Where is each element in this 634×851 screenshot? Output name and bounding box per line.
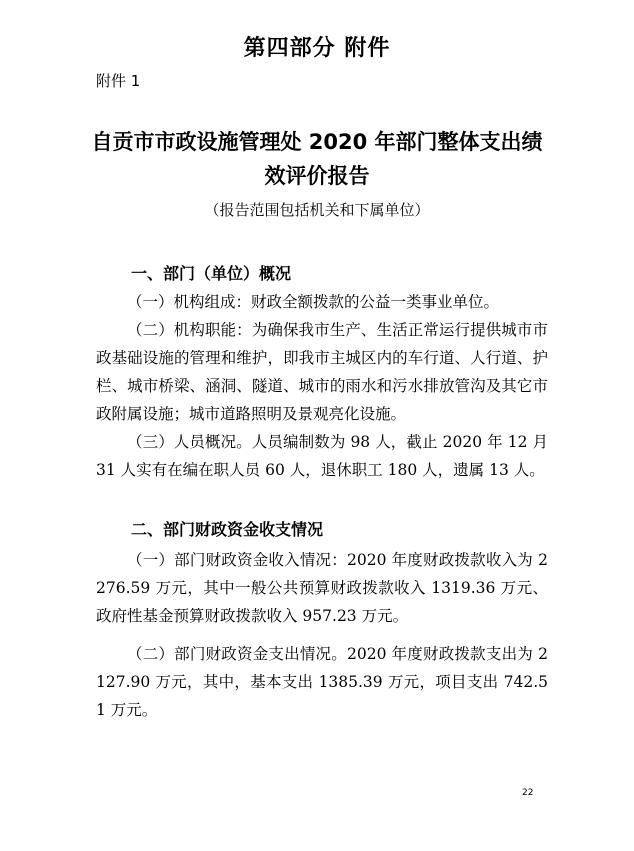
page-number: 22: [522, 788, 534, 798]
paragraph-income: （一）部门财政资金收入情况：2020 年度财政拨款收入为 2276.59 万元，其中一般公共预算财政拨款收入 1319.36 万元、政府性基金预算财政拨款收入 957.23 万元。: [96, 551, 548, 625]
paragraph-expenditure: （二）部门财政资金支出情况。2020 年度财政拨款支出为 2127.90 万元，其中，基本支出 1385.39 万元，项目支出 742.51 万元。: [96, 645, 548, 719]
report-title-line-2: 效评价报告: [264, 164, 370, 188]
scope-note: （报告范围包括机关和下属单位）: [204, 201, 430, 219]
paragraph-functions: （二）机构职能：为确保我市生产、生活正常运行提供城市市政基础设施的管理和维护，即我市主城区内的车行道、人行道、护栏、城市桥梁、涵洞、隧道、城市的雨水和污水排放管沟及其它市政附属设施；城市道路照明及景观亮化设施。: [96, 321, 548, 423]
paragraph-organization: （一）机构组成：财政全额拨款的公益一类事业单位。: [127, 293, 500, 311]
part-title: 第四部分 附件: [243, 36, 391, 61]
report-title: [0, 125, 634, 193]
section-heading-finance: 二、部门财政资金收支情况: [131, 520, 324, 539]
attachment-label: 附件 1: [96, 72, 141, 90]
paragraph-staff: （三）人员概况。人员编制数为 98 人，截止 2020 年 12 月 31 人实有在编在职人员 60 人，退休职工 180 人，遗属 13 人。: [96, 433, 548, 479]
report-title-line-1: 自贡市市政设施管理处 2020 年部门整体支出绩: [91, 130, 543, 154]
section-heading-overview: 一、部门（单位）概况: [131, 264, 292, 283]
